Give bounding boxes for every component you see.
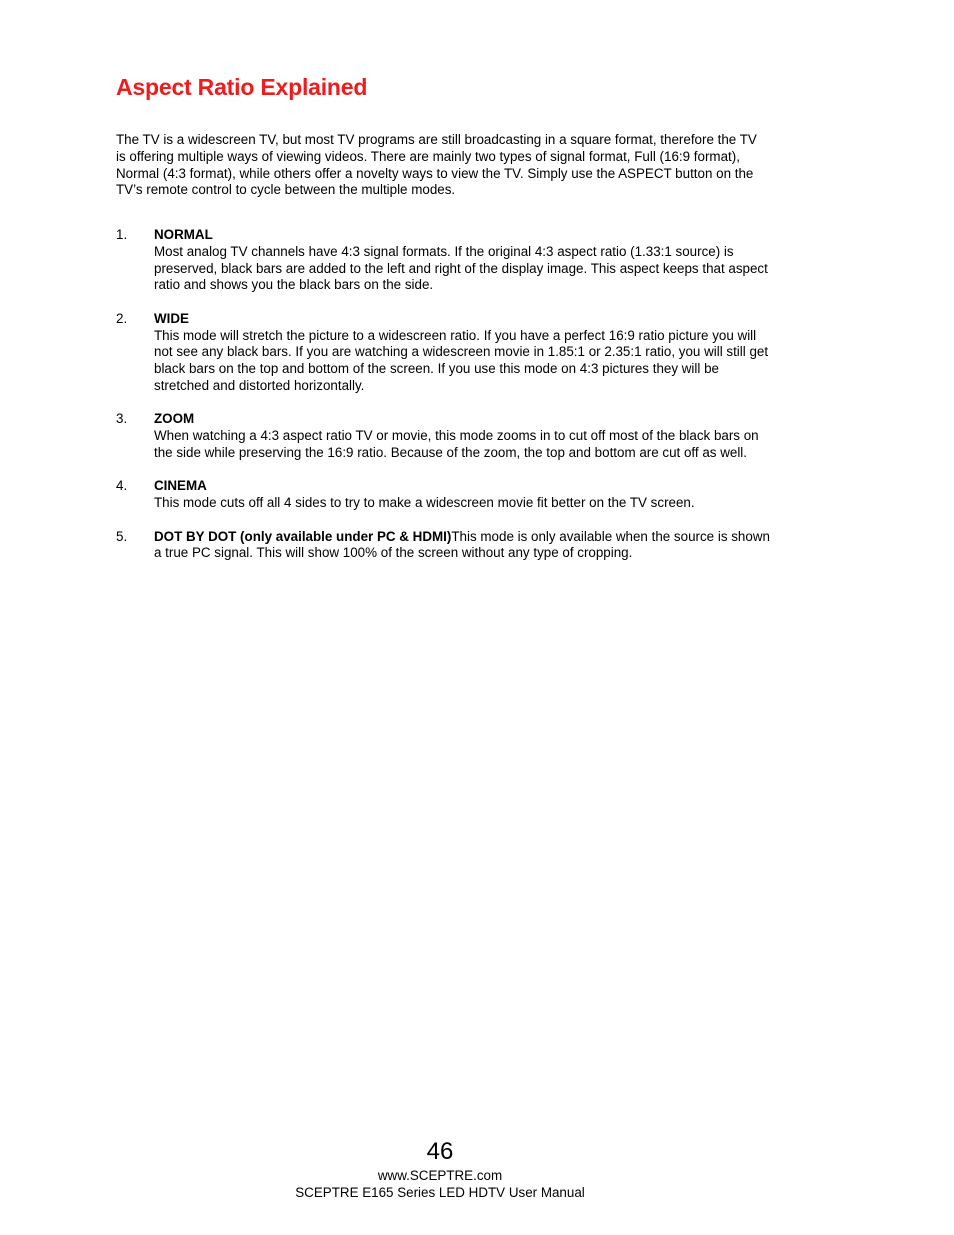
mode-title: CINEMA: [154, 478, 207, 494]
mode-description: This mode will stretch the picture to a widescreen ratio. If you have a perfect 16:9 ratio picture you will not see any black bars. If you are watching a widescreen movie in 1.85:1 or 2.35:1 ratio, you will still get black bars on the top and bottom of the screen. If you use this mode on 4:3 pictures they will be stretched and distorted horizontally.: [154, 327, 769, 393]
mode-title: DOT BY DOT (only available under PC & HDMI): [154, 528, 452, 544]
mode-item-zoom: [116, 411, 776, 461]
mode-description: This mode cuts off all 4 sides to try to make a widescreen movie fit better on the TV screen.: [154, 495, 695, 511]
footer-url: www.SCEPTRE.com: [377, 1168, 503, 1183]
mode-title: WIDE: [154, 310, 189, 326]
mode-item-dot-by-dot: [116, 529, 776, 563]
mode-description: This mode is only available when the source is shown a true PC signal. This will show 100% of the screen without any type of cropping.: [154, 528, 770, 561]
intro-paragraph: The TV is a widescreen TV, but most TV programs are still broadcasting in a square format, therefore the TV is offering multiple ways of viewing videos. There are mainly two types of signal format, Full (16:9 format), Normal (4:3 format), while others offer a novelty ways to view the TV. Simply use the ASPECT button on the TV’s remote control to cycle between the multiple modes.: [116, 132, 757, 198]
footer-manual-title: SCEPTRE E165 Series LED HDTV User Manual: [295, 1185, 585, 1200]
page-title: Aspect Ratio Explained: [116, 74, 368, 100]
mode-description: When watching a 4:3 aspect ratio TV or movie, this mode zooms in to cut off most of the black bars on the side while preserving the 16:9 ratio. Because of the zoom, the top and bottom are cut off as well.: [154, 428, 759, 460]
mode-item-cinema: [116, 478, 776, 512]
page-number: 46: [426, 1138, 454, 1165]
mode-number: 4.: [116, 478, 128, 494]
mode-number: 2.: [116, 310, 128, 326]
mode-number: 3.: [116, 411, 128, 427]
mode-item-normal: [116, 227, 776, 294]
mode-number: 1.: [116, 227, 128, 242]
mode-title: NORMAL: [154, 227, 213, 242]
mode-item-wide: [116, 311, 776, 395]
mode-title: ZOOM: [154, 411, 195, 427]
mode-description: Most analog TV channels have 4:3 signal formats. If the original 4:3 aspect ratio (1.33:1 source) is preserved, black bars are added to the left and right of the display image. This aspect keeps that aspect ratio and shows you the black bars on the side.: [154, 243, 768, 293]
mode-number: 5.: [116, 528, 128, 544]
aspect-mode-list: [116, 227, 776, 562]
